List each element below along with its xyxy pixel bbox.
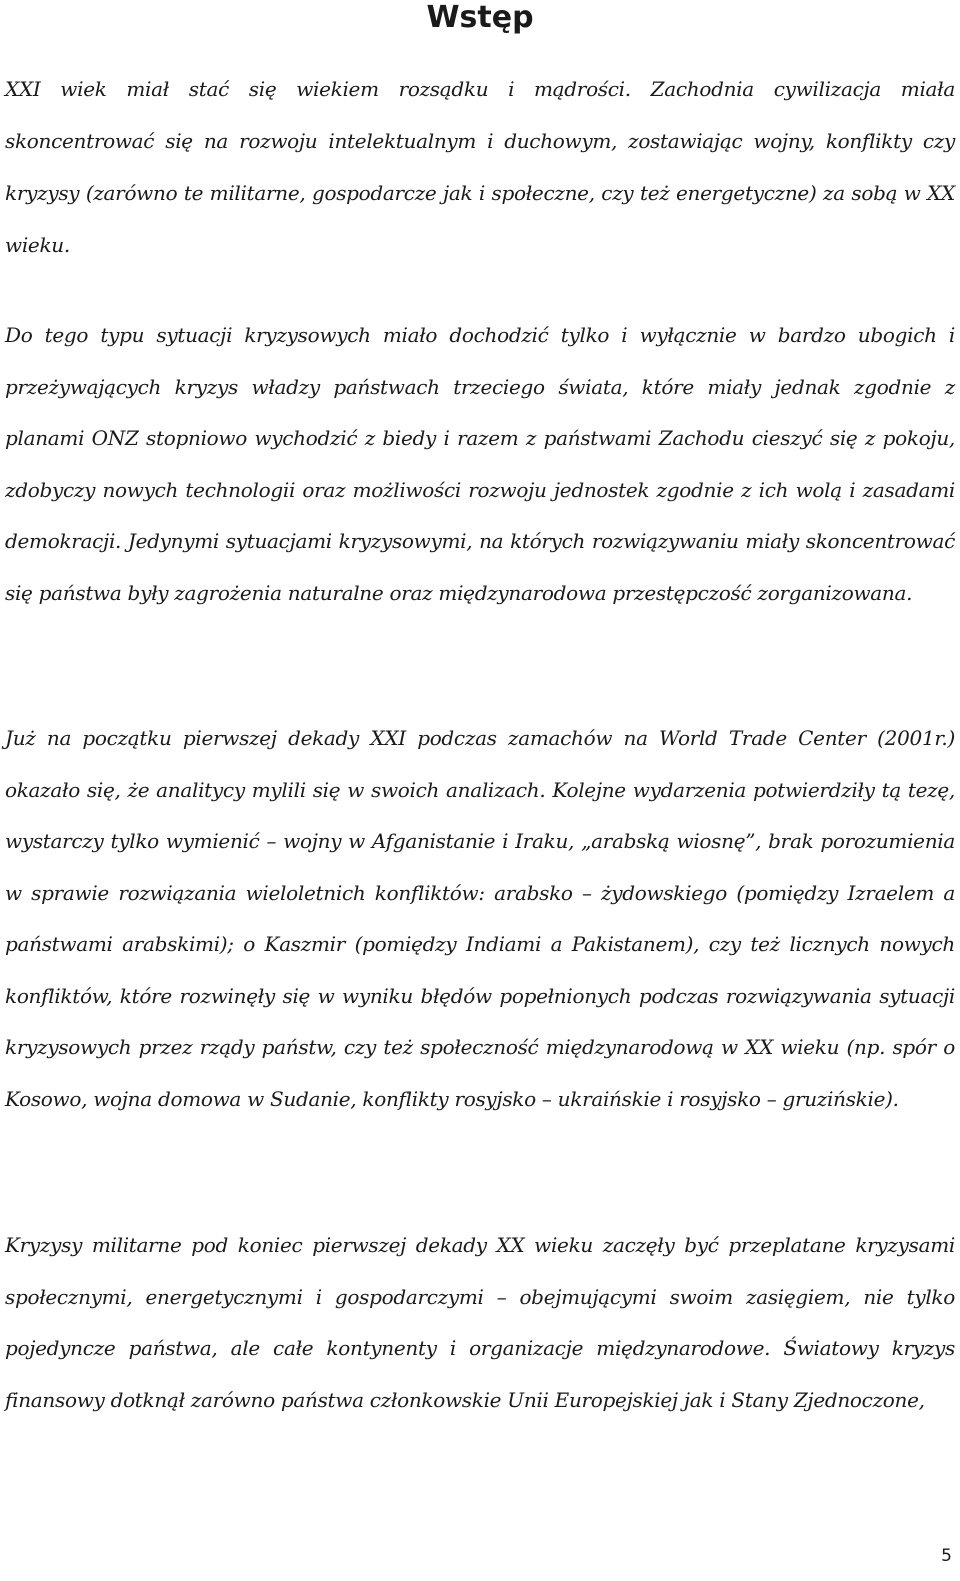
paragraph-crisis-situations: Do tego typu sytuacji kryzysowych miało dochodzić tylko i wyłącznie w bardzo ubogich i przeżywających kryzys władzy państwach trzeciego świata, które miały jednak zgodnie z planami ONZ stopniowo wychodzić z biedy i razem z państwami Zachodu cieszyć się z pokoju, zdobyczy nowych technologii oraz możliwości rozwoju jednostek zgodnie z ich wolą i zasadami demokracji. Jedynymi sytuacjami kryzysowymi, na których rozwiązywaniu miały skoncentrować się państwa były zagrożenia naturalne oraz międzynarodowa przestępczość zorganizowana. <box>5 323 955 605</box>
page-title: Wstęp <box>426 0 534 35</box>
paragraph-wtc-conflicts: Już na początku pierwszej dekady XXI podczas zamachów na World Trade Center (2001r.) okazało się, że analitycy mylili się w swoich analizach. Kolejne wydarzenia potwierdziły tą tezę, wystarczy tylko wymienić – wojny w Afganistanie i Iraku, „arabską wiosnę”, brak porozumienia w sprawie rozwiązania wieloletnich konfliktów: arabsko – żydowskiego (pomiędzy Izraelem a państwami arabskimi); o Kaszmir (pomiędzy Indiami a Pakistanem), czy też licznych nowych konfliktów, które rozwinęły się w wyniku błędów popełnionych podczas rozwiązywania sytuacji kryzysowych przez rządy państw, czy też społeczność międzynarodową w XX wieku (np. spór o Kosowo, wojna domowa w Sudanie, konflikty rosyjsko – ukraińskie i rosyjsko – gruzińskie). <box>5 726 955 1111</box>
paragraph-intro: XXI wiek miał stać się wiekiem rozsądku i mądrości. Zachodnia cywilizacja miała skoncentrować się na rozwoju intelektualnym i duchowym, zostawiając wojny, konflikty czy kryzysy (zarówno te militarne, gospodarcze jak i społeczne, czy też energetyczne) za sobą w XX wieku. <box>5 77 955 257</box>
paragraph-economic-crises: Kryzysy militarne pod koniec pierwszej dekady XX wieku zaczęły być przeplatane kryzysami społecznymi, energetycznymi i gospodarczymi – obejmującymi swoim zasięgiem, nie tylko pojedyncze państwa, ale całe kontynenty i organizacje międzynarodowe. Światowy kryzys finansowy dotknął zarówno państwa członkowskie Unii Europejskiej jak i Stany Zjednoczone, <box>5 1233 955 1412</box>
page-number: 5 <box>941 1546 952 1566</box>
